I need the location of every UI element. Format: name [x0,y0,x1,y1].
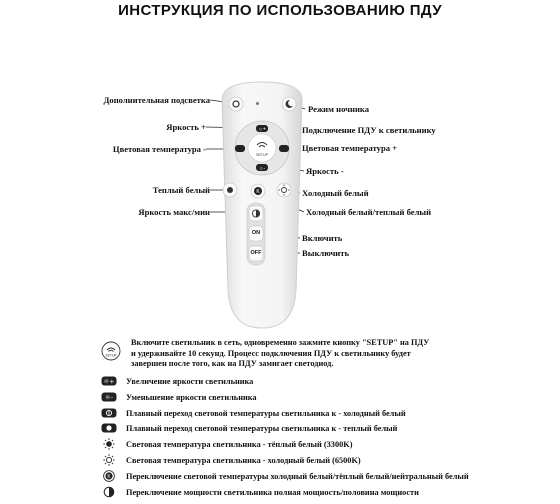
callout-pair: Подключение ПДУ к светильнику [302,125,436,135]
callout-max-min: Яркость макс/мин [138,207,210,217]
cycle-temp-icon [101,470,117,482]
legend-text: Световая температура светильника - тёплый белый (3300K) [126,439,353,449]
svg-text:☼+: ☼+ [103,377,115,386]
warm-white-button[interactable] [222,182,238,198]
legend-text: Переключение световой температуры холодный белый/тёплый белый/нейтральный белый [126,471,469,481]
svg-text:☼-: ☼- [258,165,266,172]
callout-extra-light: Дополнительная подсветка [103,95,210,105]
svg-text:K: K [256,189,260,195]
setup-line-3: завершен после того, как на ПДУ замигает светодиод. [131,359,334,368]
callout-warm-white: Теплый белый [152,185,210,195]
legend-row [101,407,406,419]
warm-white-sun-icon [101,438,117,450]
svg-text:☼+: ☼+ [258,126,266,133]
temp-minus-button[interactable] [235,145,245,152]
callout-temp-plus: Цветовая температура + [302,143,398,153]
extra-light-button[interactable] [228,96,244,112]
legend-row [101,486,419,498]
callout-temp-minus: Цветовая температура - [112,144,206,154]
setup-icon [101,341,121,361]
legend-text: Увеличение яркости светильника [126,376,254,386]
callout-turn-off: Выключить [302,248,350,258]
legend-row [101,470,469,482]
legend-text: Переключение мощности светильника полная мощность/половина мощности [126,487,419,497]
cold-warm-toggle-button[interactable] [250,183,266,199]
legend-text: Плавный переход световой температуры светильника к - холодный белый [126,408,406,418]
cold-white-button[interactable] [276,182,292,198]
page-title: ИНСТРУКЦИЯ ПО ИСПОЛЬЗОВАНИЮ ПДУ [118,2,442,19]
power-mode-icon [101,486,117,498]
brightness-up-icon [101,375,117,387]
legend-text: Плавный переход световой температуры светильника к - теплый белый [126,423,398,433]
temp-warm-transition-icon [101,422,117,434]
svg-text:SETUP: SETUP [105,353,117,358]
legend-row [101,438,352,450]
callout-turn-on: Включить [302,233,343,243]
callout-cold-white: Холодный белый [302,188,369,198]
brightness-down-icon [101,391,117,403]
setup-line-2: и удерживайте 10 секунд. Процесс подключения ПДУ к светильнику будет [131,348,411,358]
callout-night-mode: Режим ночника [308,104,370,114]
led-indicator [256,102,259,105]
on-button[interactable]: ON [251,230,261,236]
legend-text: Световая температура светильника - холодный белый (6500K) [126,455,361,465]
night-mode-button[interactable] [281,96,297,112]
temp-plus-button[interactable] [279,145,289,152]
legend-row [101,391,257,403]
temp-cold-transition-icon [101,407,117,419]
cold-white-sun-icon [101,454,117,466]
legend-row [101,422,397,434]
off-button[interactable]: OFF [250,250,262,256]
svg-text:K: K [107,474,111,480]
svg-text:☼-: ☼- [104,393,114,402]
callout-brightness-plus: Яркость + [166,122,206,132]
setup-line-1: Включите светильник в сеть, одновременно зажмите кнопку "SETUP" на ПДУ [131,338,430,347]
callout-cold-warm: Холодный белый/теплый белый [306,207,432,217]
setup-button-label[interactable]: SETUP [256,153,268,157]
legend-text: Уменьшение яркости светильника [126,392,257,402]
callout-brightness-minus: Яркость - [306,166,344,176]
legend-row [101,454,361,466]
control-ring [232,118,292,178]
legend-row [101,375,253,387]
